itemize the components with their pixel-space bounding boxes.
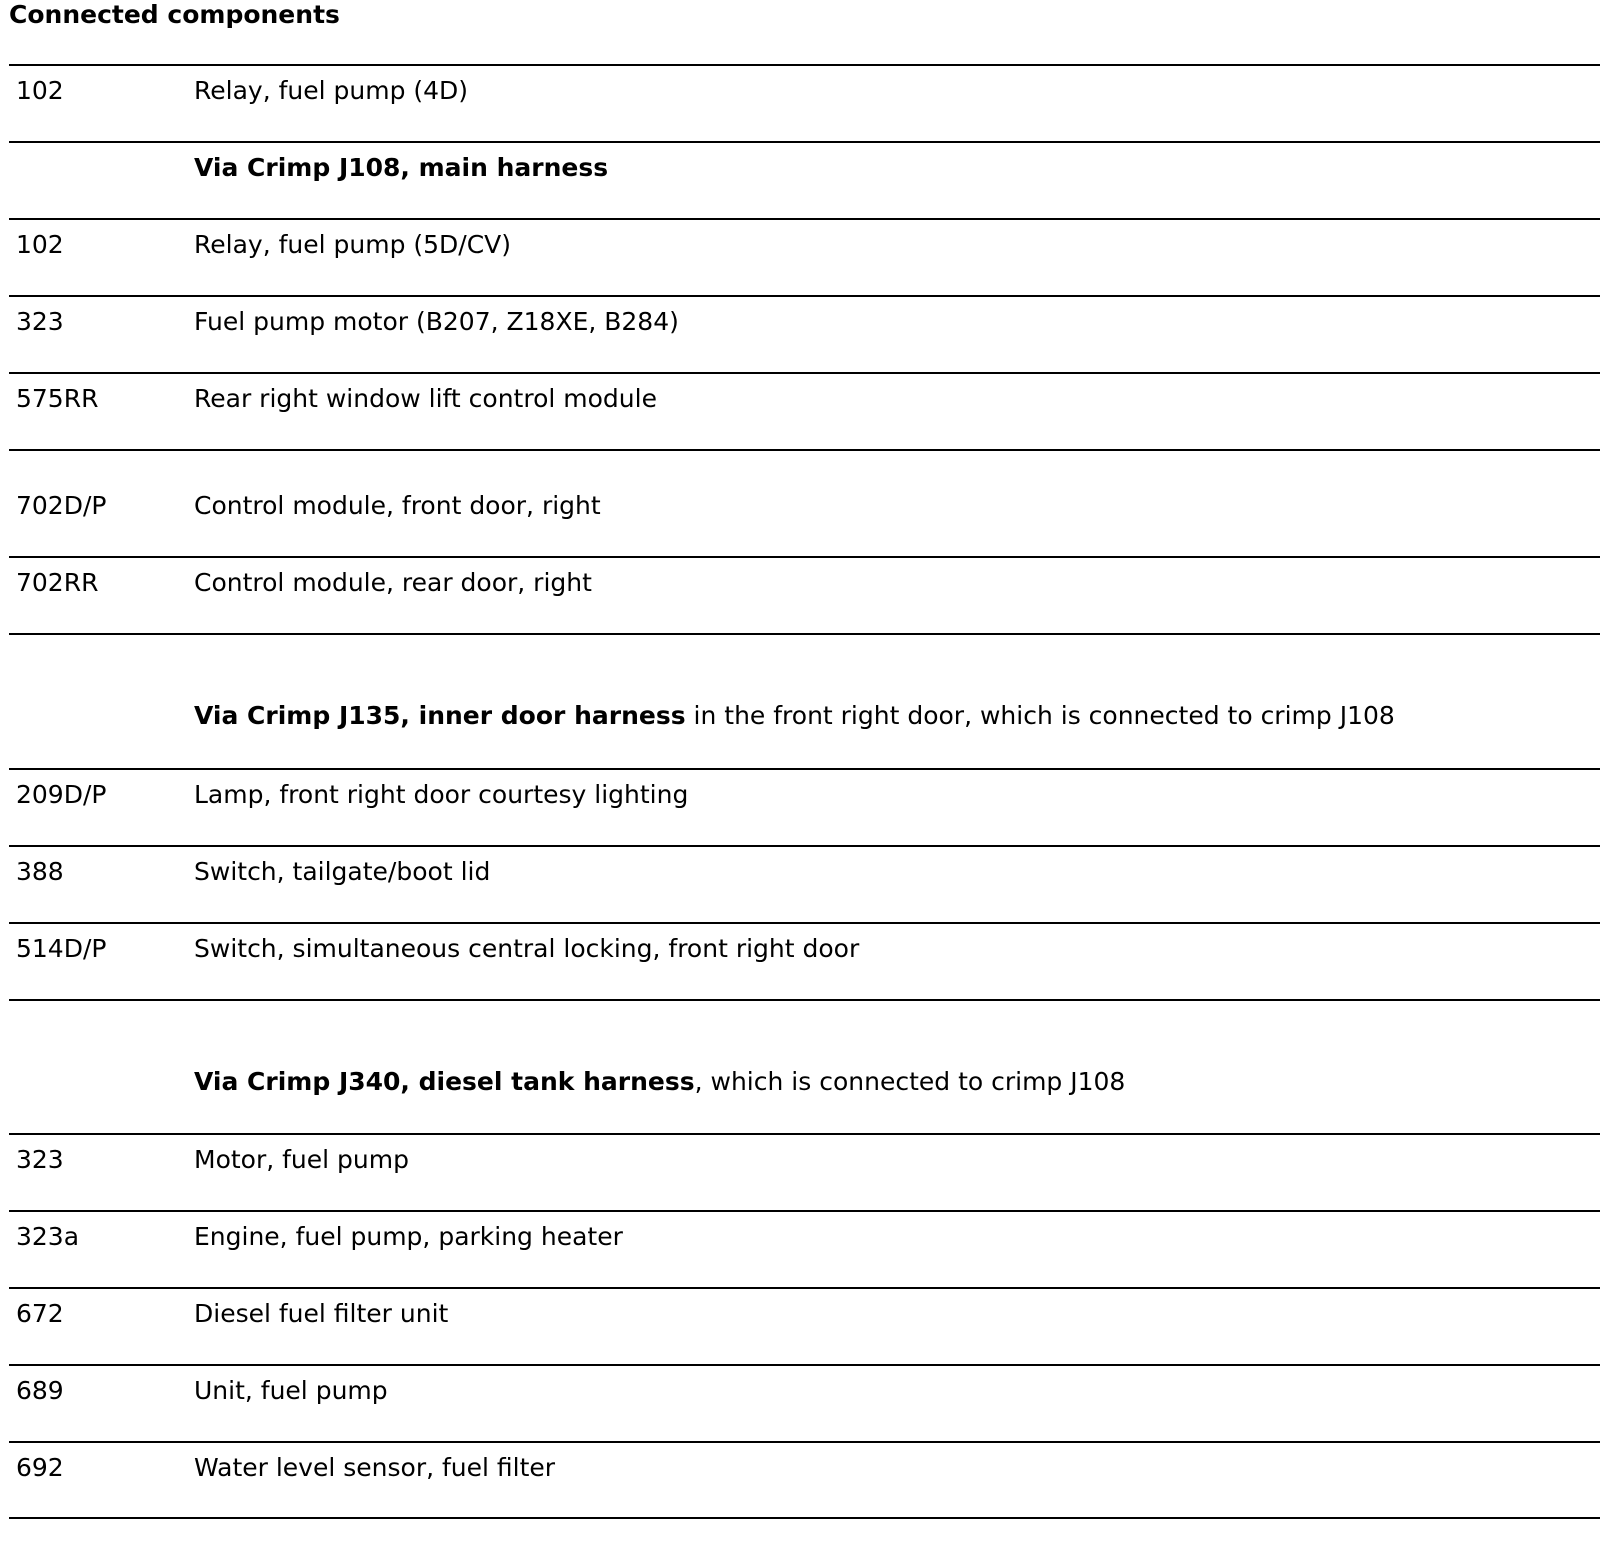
table-row: [9, 1210, 1600, 1287]
component-description: Fuel pump motor (B207, Z18XE, B284): [194, 307, 679, 336]
harness-heading-text: in the front right door, which is connected to crimp J108: [685, 701, 1395, 730]
component-description: Relay, fuel pump (5D/CV): [194, 230, 512, 259]
table-row: [9, 218, 1600, 295]
component-code: 672: [16, 1299, 64, 1328]
table-row: [9, 845, 1600, 922]
harness-heading-bold: Via Crimp J340, diesel tank harness: [194, 1067, 695, 1096]
component-description: Unit, fuel pump: [194, 1376, 388, 1405]
component-description: Control module, front door, right: [194, 491, 601, 520]
page-title: Connected components: [9, 0, 340, 29]
component-description: Switch, simultaneous central locking, front right door: [194, 934, 860, 963]
harness-heading-row: [9, 999, 1600, 1133]
harness-heading: [194, 701, 1395, 731]
table-row: [9, 449, 1600, 556]
harness-heading-row: [9, 633, 1600, 768]
component-code: 323: [16, 1145, 64, 1174]
component-description: Water level sensor, fuel filter: [194, 1453, 556, 1482]
component-description: Rear right window lift control module: [194, 384, 657, 413]
harness-heading-row: [9, 141, 1600, 218]
harness-heading: [194, 1067, 1125, 1097]
component-code: 323a: [16, 1222, 80, 1251]
table-row: [9, 64, 1600, 141]
harness-heading-bold: Via Crimp J108, main harness: [194, 153, 609, 182]
harness-heading: [194, 153, 608, 183]
table-row: [9, 1364, 1600, 1441]
component-code: 102: [16, 230, 64, 259]
component-code: 689: [16, 1376, 64, 1405]
component-description: Switch, tailgate/boot lid: [194, 857, 491, 886]
table-row: [9, 295, 1600, 372]
component-code: 702RR: [16, 568, 99, 597]
table-row: [9, 1287, 1600, 1364]
component-description: Motor, fuel pump: [194, 1145, 409, 1174]
component-description: Relay, fuel pump (4D): [194, 76, 469, 105]
component-code: 388: [16, 857, 64, 886]
table-row: [9, 1133, 1600, 1210]
component-description: Lamp, front right door courtesy lighting: [194, 780, 689, 809]
component-description: Engine, fuel pump, parking heater: [194, 1222, 623, 1251]
table-row: [9, 768, 1600, 845]
table-row: [9, 556, 1600, 633]
table-row: [9, 922, 1600, 999]
table-row: [9, 1441, 1600, 1519]
component-code: 102: [16, 76, 64, 105]
components-table: [9, 64, 1600, 1519]
component-code: 209D/P: [16, 780, 107, 809]
component-description: Diesel fuel filter unit: [194, 1299, 449, 1328]
component-code: 692: [16, 1453, 64, 1482]
harness-heading-text: , which is connected to crimp J108: [694, 1067, 1126, 1096]
component-code: 514D/P: [16, 934, 107, 963]
table-row: [9, 372, 1600, 449]
harness-heading-bold: Via Crimp J135, inner door harness: [194, 701, 686, 730]
component-code: 323: [16, 307, 64, 336]
component-description: Control module, rear door, right: [194, 568, 592, 597]
component-code: 702D/P: [16, 491, 107, 520]
component-code: 575RR: [16, 384, 99, 413]
